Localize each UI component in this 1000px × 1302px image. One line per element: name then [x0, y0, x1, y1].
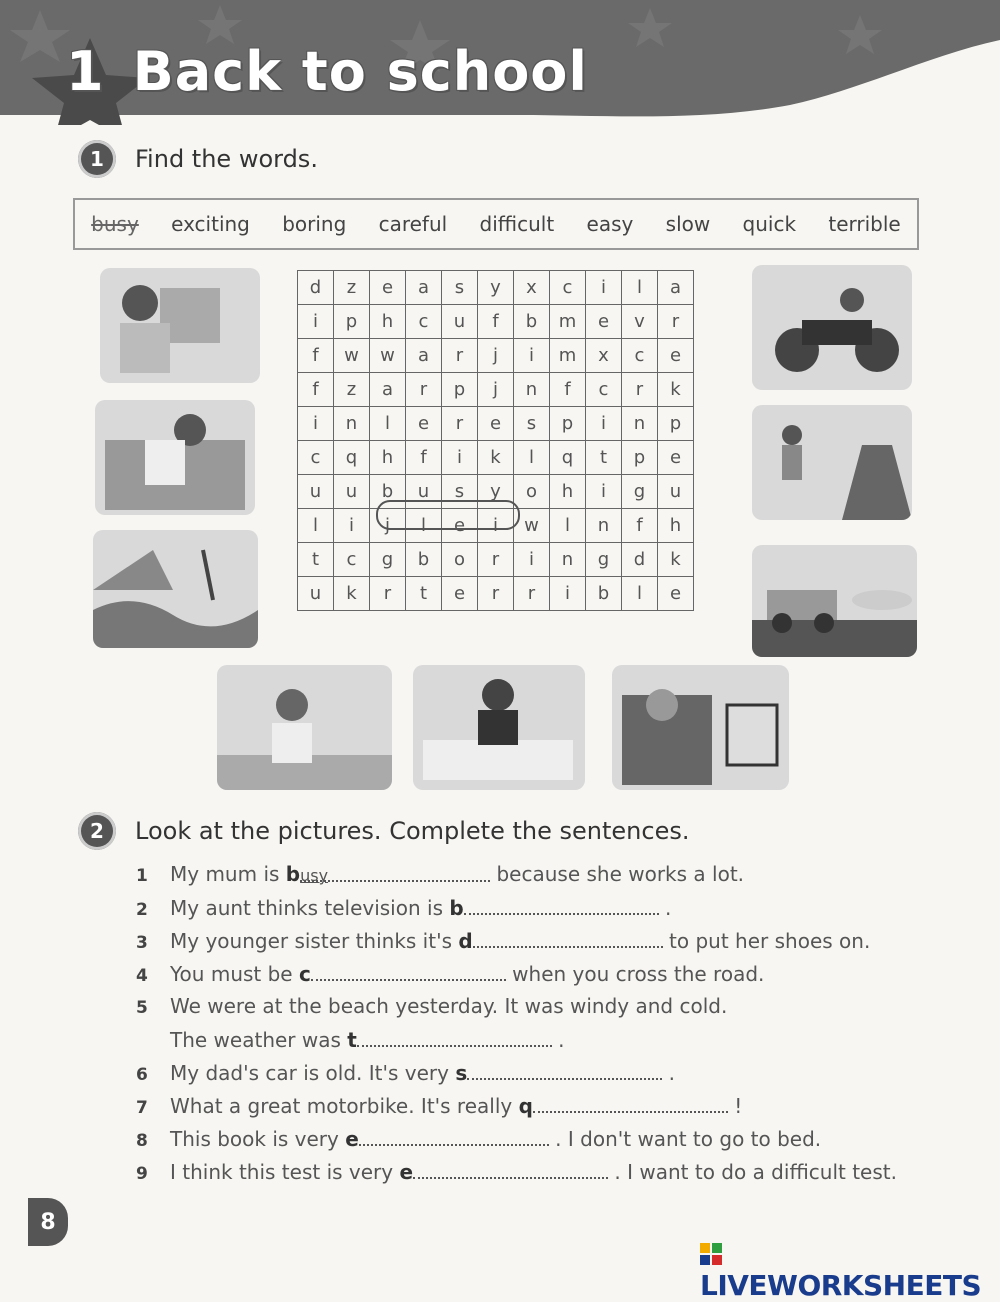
grid-row	[298, 577, 694, 611]
answer-blank[interactable]	[311, 961, 506, 981]
grid-cell[interactable]: l	[514, 441, 550, 475]
grid-cell[interactable]: m	[550, 305, 586, 339]
first-letter-hint: c	[298, 962, 311, 986]
grid-cell[interactable]: i	[334, 509, 370, 543]
sentence-text-after: !	[727, 1094, 743, 1118]
word-bank	[73, 198, 919, 250]
grid-row	[298, 271, 694, 305]
grid-cell[interactable]: c	[406, 305, 442, 339]
word-bank-item: difficult	[479, 212, 555, 236]
grid-cell[interactable]: u	[298, 577, 334, 611]
first-letter-hint: d	[458, 929, 473, 953]
sentence-text-after: because she works a lot.	[490, 862, 745, 886]
grid-cell[interactable]: l	[298, 509, 334, 543]
grid-cell[interactable]: r	[370, 577, 406, 611]
grid-row	[298, 339, 694, 373]
grid-cell[interactable]: p	[658, 407, 694, 441]
grid-cell[interactable]: b	[586, 577, 622, 611]
grid-cell[interactable]: i	[442, 441, 478, 475]
first-letter-hint: e	[399, 1160, 414, 1184]
sentence	[136, 928, 936, 961]
grid-cell[interactable]: t	[406, 577, 442, 611]
grid-cell[interactable]: v	[622, 305, 658, 339]
answer-blank[interactable]	[467, 1060, 662, 1080]
grid-cell[interactable]: f	[298, 339, 334, 373]
grid-cell[interactable]: k	[478, 441, 514, 475]
grid-cell[interactable]: e	[658, 339, 694, 373]
grid-cell[interactable]: n	[334, 407, 370, 441]
sentence-text-before: The weather was	[170, 1028, 348, 1052]
grid-cell[interactable]: b	[514, 305, 550, 339]
sentence-number: 3	[136, 933, 148, 953]
first-letter-hint: q	[518, 1094, 533, 1118]
sentence	[136, 1093, 936, 1126]
grid-cell[interactable]: a	[658, 271, 694, 305]
grid-cell[interactable]: n	[586, 509, 622, 543]
grid-cell[interactable]: p	[622, 441, 658, 475]
answer-blank[interactable]	[464, 895, 659, 915]
grid-cell[interactable]: a	[406, 271, 442, 305]
grid-cell[interactable]: r	[406, 373, 442, 407]
grid-cell[interactable]: h	[550, 475, 586, 509]
grid-cell[interactable]: t	[586, 441, 622, 475]
grid-cell[interactable]: e	[442, 509, 478, 543]
grid-cell[interactable]: r	[442, 407, 478, 441]
grid-cell[interactable]: r	[658, 305, 694, 339]
sentence-number: 5	[136, 998, 148, 1018]
first-letter-hint: b	[449, 896, 464, 920]
sentence-number: 4	[136, 966, 148, 986]
grid-row	[298, 543, 694, 577]
grid-cell[interactable]: j	[478, 373, 514, 407]
grid-cell[interactable]: w	[514, 509, 550, 543]
grid-cell[interactable]: u	[442, 305, 478, 339]
grid-cell[interactable]: g	[622, 475, 658, 509]
sentence-number: 2	[136, 900, 148, 920]
grid-cell[interactable]: u	[406, 475, 442, 509]
grid-cell[interactable]: c	[622, 339, 658, 373]
grid-cell[interactable]: i	[550, 577, 586, 611]
grid-cell[interactable]: i	[514, 543, 550, 577]
sentence-text-after: .	[662, 1061, 675, 1085]
grid-cell[interactable]: w	[334, 339, 370, 373]
grid-cell[interactable]: h	[370, 305, 406, 339]
grid-cell[interactable]: h	[658, 509, 694, 543]
grid-cell[interactable]: s	[442, 271, 478, 305]
picture-crossing-road	[752, 405, 912, 520]
grid-cell[interactable]: a	[406, 339, 442, 373]
exercise-1-badge: 1	[78, 140, 116, 178]
answer-blank[interactable]	[357, 1027, 552, 1047]
word-bank-item: boring	[282, 212, 347, 236]
word-bank-item: slow	[665, 212, 711, 236]
picture-stormy-beach	[93, 530, 258, 648]
grid-cell[interactable]: l	[622, 271, 658, 305]
grid-cell[interactable]: i	[586, 475, 622, 509]
grid-cell[interactable]: d	[298, 271, 334, 305]
sentence	[136, 961, 936, 994]
grid-cell[interactable]: o	[514, 475, 550, 509]
grid-cell[interactable]: f	[406, 441, 442, 475]
grid-cell[interactable]: f	[550, 373, 586, 407]
grid-cell[interactable]: r	[478, 577, 514, 611]
sentence	[136, 895, 936, 928]
found-word-oval	[376, 500, 520, 530]
grid-cell[interactable]: j	[370, 509, 406, 543]
grid-cell[interactable]: u	[298, 475, 334, 509]
grid-cell[interactable]: k	[334, 577, 370, 611]
grid-row	[298, 305, 694, 339]
sentence-text-after: . I want to do a difficult test.	[608, 1160, 897, 1184]
sentence-text-before: We were at the beach yesterday. It was windy and cold.	[170, 994, 728, 1018]
grid-cell[interactable]: l	[622, 577, 658, 611]
first-letter-hint: b	[285, 862, 301, 886]
sentence-text-before: My dad's car is old. It's very	[170, 1061, 456, 1085]
grid-cell[interactable]: c	[550, 271, 586, 305]
sentence-text-before: This book is very	[170, 1127, 346, 1151]
answer-text: usy	[300, 866, 329, 885]
sentence-text-before: I think this test is very	[170, 1160, 400, 1184]
grid-cell[interactable]: k	[658, 373, 694, 407]
word-bank-item: easy	[586, 212, 634, 236]
sentence-text-before: My mum is	[170, 862, 286, 886]
grid-cell[interactable]: b	[370, 475, 406, 509]
grid-cell[interactable]: q	[550, 441, 586, 475]
grid-cell[interactable]: h	[370, 441, 406, 475]
word-search-grid	[297, 270, 694, 611]
grid-cell[interactable]: k	[658, 543, 694, 577]
grid-cell[interactable]: f	[298, 373, 334, 407]
page-number: 8	[28, 1198, 68, 1246]
grid-cell[interactable]: a	[370, 373, 406, 407]
sentence	[136, 1060, 936, 1093]
grid-cell[interactable]: x	[514, 271, 550, 305]
grid-cell[interactable]: w	[370, 339, 406, 373]
grid-cell[interactable]: m	[550, 339, 586, 373]
picture-girl-shoes	[217, 665, 392, 790]
grid-cell[interactable]: e	[442, 577, 478, 611]
grid-cell[interactable]: i	[478, 509, 514, 543]
answer-blank[interactable]	[533, 1093, 728, 1113]
exercise-2-instruction: Look at the pictures. Complete the sentences.	[135, 817, 690, 845]
grid-cell[interactable]: s	[514, 407, 550, 441]
grid-cell[interactable]: u	[658, 475, 694, 509]
grid-cell[interactable]: f	[478, 305, 514, 339]
sentence-text-before: My aunt thinks television is	[170, 896, 450, 920]
grid-cell[interactable]: c	[586, 373, 622, 407]
picture-old-car	[752, 545, 917, 657]
grid-cell[interactable]: t	[298, 543, 334, 577]
word-bank-item: exciting	[171, 212, 250, 236]
grid-cell[interactable]: e	[658, 441, 694, 475]
sentence-text-before: What a great motorbike. It's really	[170, 1094, 519, 1118]
sentence-text-after: .	[551, 1028, 565, 1052]
sentence	[136, 1126, 936, 1159]
first-letter-hint: s	[455, 1061, 468, 1085]
picture-reading-girl	[95, 400, 255, 515]
sentence-text-after: . I don't want to go to bed.	[548, 1127, 822, 1151]
brand-logo	[700, 1236, 1000, 1302]
sentence-number: 1	[136, 866, 148, 886]
grid-cell[interactable]: g	[586, 543, 622, 577]
picture-motorbike	[752, 265, 912, 390]
grid-cell[interactable]: b	[406, 543, 442, 577]
grid-cell[interactable]: o	[442, 543, 478, 577]
sentence-text-before: My younger sister thinks it's	[170, 929, 459, 953]
grid-cell[interactable]: c	[298, 441, 334, 475]
grid-cell[interactable]: u	[334, 475, 370, 509]
unit-title	[66, 40, 588, 103]
word-bank-item: busy	[91, 212, 139, 236]
exercise-2-badge: 2	[78, 812, 116, 850]
grid-cell[interactable]: e	[586, 305, 622, 339]
grid-cell[interactable]: n	[550, 543, 586, 577]
grid-cell[interactable]: p	[334, 305, 370, 339]
grid-cell[interactable]: y	[478, 271, 514, 305]
grid-cell[interactable]: l	[370, 407, 406, 441]
sentence	[136, 1027, 936, 1060]
answer-blank[interactable]	[300, 862, 490, 885]
grid-cell[interactable]: i	[298, 407, 334, 441]
answer-blank[interactable]	[359, 1126, 549, 1146]
grid-cell[interactable]: n	[514, 373, 550, 407]
grid-cell[interactable]: e	[370, 271, 406, 305]
sentence	[136, 862, 936, 895]
grid-cell[interactable]: i	[586, 407, 622, 441]
picture-test-classroom	[413, 665, 585, 790]
grid-cell[interactable]: y	[478, 475, 514, 509]
grid-cell[interactable]: f	[622, 509, 658, 543]
liveworksheets-icon	[700, 1243, 722, 1265]
grid-cell[interactable]: e	[658, 577, 694, 611]
grid-cell[interactable]: i	[514, 339, 550, 373]
sentence	[136, 1159, 936, 1192]
grid-row	[298, 373, 694, 407]
grid-cell[interactable]: z	[334, 271, 370, 305]
first-letter-hint: e	[345, 1127, 359, 1151]
unit-title-text: Back to school	[132, 40, 588, 103]
answer-blank[interactable]	[473, 928, 663, 948]
grid-cell[interactable]: n	[622, 407, 658, 441]
grid-cell[interactable]: e	[406, 407, 442, 441]
grid-cell[interactable]: e	[478, 407, 514, 441]
grid-cell[interactable]: r	[622, 373, 658, 407]
grid-row	[298, 441, 694, 475]
grid-cell[interactable]: r	[478, 543, 514, 577]
sentence-number: 6	[136, 1065, 148, 1085]
sentence-number: 7	[136, 1098, 148, 1118]
brand-text: LIVEWORKSHEETS	[700, 1269, 982, 1302]
sentence-number: 8	[136, 1131, 148, 1151]
picture-busy-mum	[100, 268, 260, 383]
word-bank-item: terrible	[828, 212, 901, 236]
grid-cell[interactable]: q	[334, 441, 370, 475]
grid-cell[interactable]: i	[586, 271, 622, 305]
sentence-text-after: .	[658, 896, 672, 920]
grid-cell[interactable]: j	[478, 339, 514, 373]
sentence	[136, 994, 936, 1027]
grid-cell[interactable]: i	[298, 305, 334, 339]
sentence-text-before: You must be	[170, 962, 299, 986]
first-letter-hint: t	[347, 1028, 357, 1052]
grid-cell[interactable]: g	[370, 543, 406, 577]
grid-cell[interactable]: l	[406, 509, 442, 543]
unit-number: 1	[66, 40, 105, 103]
sentence-text-after: when you cross the road.	[505, 962, 765, 986]
grid-cell[interactable]: s	[442, 475, 478, 509]
grid-cell[interactable]: z	[334, 373, 370, 407]
sentence-number: 9	[136, 1164, 148, 1184]
grid-cell[interactable]: p	[442, 373, 478, 407]
sentence-text-after: to put her shoes on.	[662, 929, 871, 953]
grid-cell[interactable]: r	[514, 577, 550, 611]
grid-cell[interactable]: l	[550, 509, 586, 543]
grid-cell[interactable]: d	[622, 543, 658, 577]
grid-cell[interactable]: r	[442, 339, 478, 373]
sentence-list	[136, 862, 936, 1192]
exercise-1-instruction: Find the words.	[135, 145, 318, 173]
picture-watching-tv	[612, 665, 789, 790]
grid-cell[interactable]: p	[550, 407, 586, 441]
word-bank-item: careful	[378, 212, 448, 236]
grid-cell[interactable]: x	[586, 339, 622, 373]
word-bank-item: quick	[742, 212, 797, 236]
grid-row	[298, 407, 694, 441]
grid-cell[interactable]: c	[334, 543, 370, 577]
answer-blank[interactable]	[413, 1159, 608, 1179]
